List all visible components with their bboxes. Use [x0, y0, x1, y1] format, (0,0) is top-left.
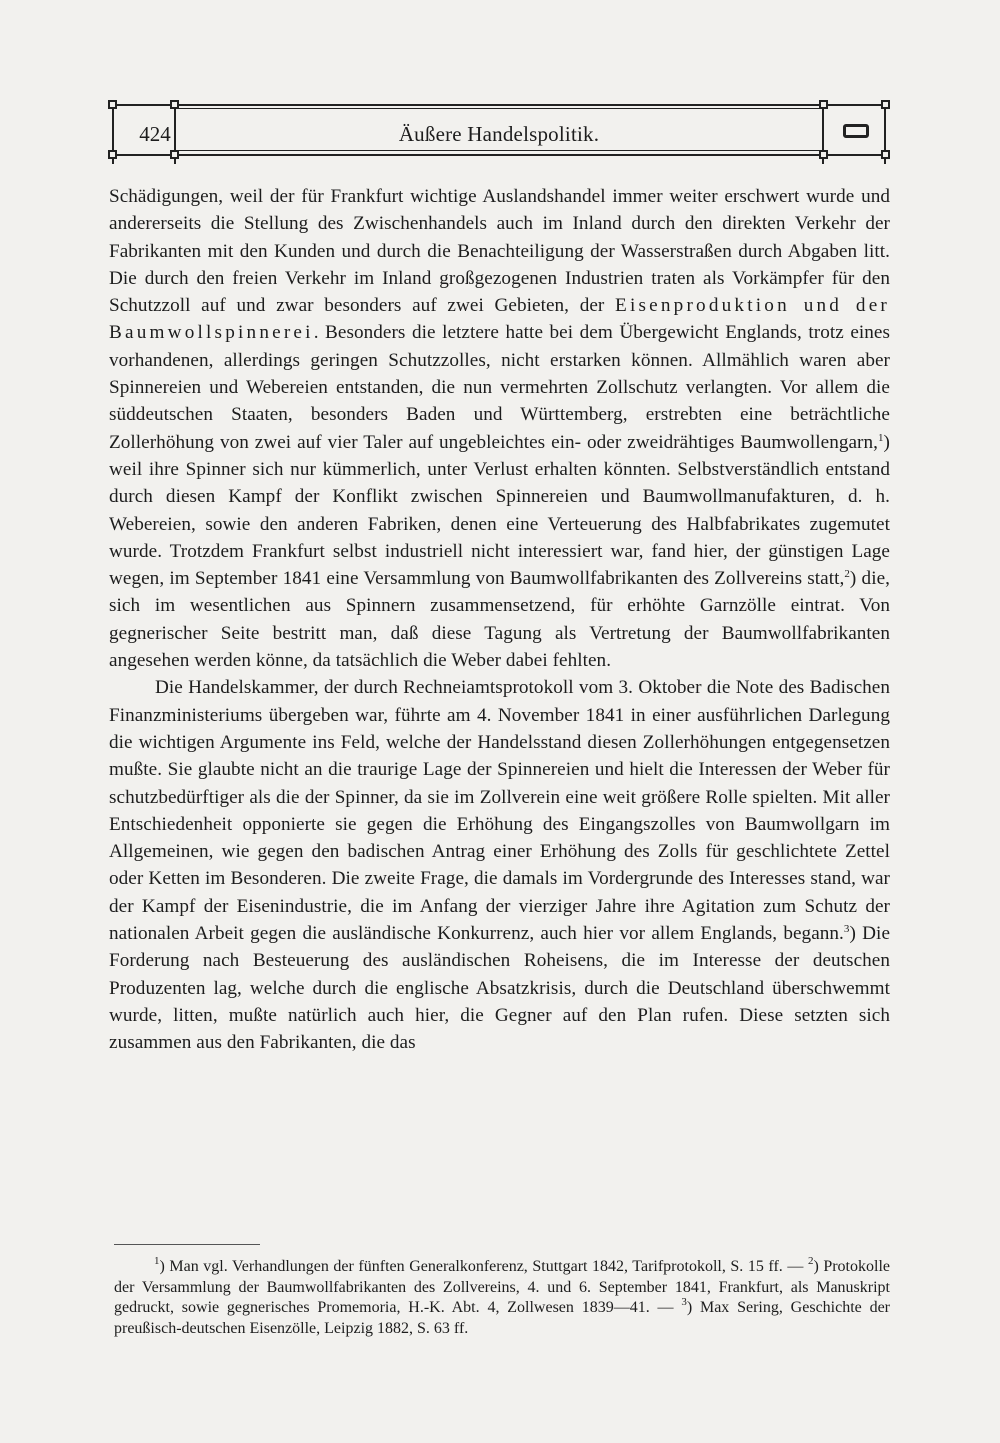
corner-ornament: [881, 100, 890, 109]
page-header-frame: [108, 100, 890, 164]
footnote-text: ) Max Sering, Geschichte der preußisch-deutschen Eisenzölle, Leipzig 1882, S. 63 ff.: [114, 1299, 891, 1337]
header-ornament-icon: [843, 124, 869, 138]
corner-ornament: [819, 150, 828, 159]
footnote-rule: [114, 1244, 260, 1245]
footnote-block: [114, 1257, 890, 1339]
text-run: ) die, sich im wesentlichen aus Spinnern zusammensetzend, für erhöhte Garnzölle eintrat. Von gegnerischer Seite bestritt man, daß diese Tagung als Vertretung der Baumwollfabrikanten angesehen werden könne, da tatsächlich die Weber dabei fehlten.: [109, 568, 890, 672]
header-rule-bottom-inner: [178, 150, 820, 151]
footnote-marker: 1: [154, 1255, 160, 1267]
corner-ornament: [881, 150, 890, 159]
paragraph-1: [109, 183, 890, 674]
text-run: Schädigungen, weil der für Frankfurt wichtige Auslandshandel immer weiter erschwert wurde und andererseits die Stellung des Zwischenhandels auch im Inland durch den direkten Verkehr der Fabrikanten mit den Kunden und durch die Benachteiligung der Wasserstraßen durch Abgaben litt. Die durch den freien Verkehr im Inland großgezogenen Industrien traten als Vorkämpfer für den Schutzzoll auf und zwar besonders auf zwei Gebieten, der: [109, 186, 890, 317]
text-run: . Besonders die letztere hatte bei dem Übergewicht Englands, trotz eines vorhandenen, allerdings geringen Schutzzolles, nicht erstarken können. Allmählich waren aber Spinnereien und Webereien entstanden, die nun vermehrten Zollschutz verlangten. Vor allem die süddeutschen Staaten, besonders Baden und Württemberg, erstrebten eine beträchtliche Zollerhöhung von zwei auf vier Taler auf ungebleichtes ein- oder zweidrähtiges Baumwollengarn,: [109, 322, 890, 453]
corner-ornament: [108, 100, 117, 109]
text-run: ) weil ihre Spinner sich nur kümmerlich, unter Verlust erhalten könnten. Selbstverständlich entstand durch diesen Kampf der Konflikt zwischen Spinnereien und Baumwollmanufakturen, d. h. Webereien, sowie den anderen Fabriken, denen eine Verteuerung des Halbfabrikates zugemutet wurde. Trotzdem Frankfurt selbst industriell nicht interessiert war, fand hier, der günstigen Lage wegen, im September 1841 eine Versammlung von Baumwollfabrikanten des Zollvereins statt,: [109, 431, 890, 590]
text-run: Die Handelskammer, der durch Rechneiamtsprotokoll vom 3. Oktober die Note des Badischen Finanzministeriums übergeben war, führte am 4. November 1841 in einer ausführlichen Darlegung die wichtigen Argumente ins Feld, welche der Handelsstand diesen Zollerhöhungen entgegensetzen mußte. Sie glaubte nicht an die traurige Lage der Spinnereien und hielt die Interessen der Weber für schutzbedürftiger als die der Spinner, da sie im Zollverein eine weit größere Rolle spielten. Mit aller Entschiedenheit opponierte sie gegen die Erhöhung des Eingangszolles von Baumwollgarn im Allgemeinen, wie gegen den badischen Antrag einer Erhöhung des Zolls für geschlichtete Zettel oder Ketten im Besonderen. Die zweite Frage, die damals im Vordergrunde des Interesses stand, war der Kampf der Eisenindustrie, die im Anfang der vierziger Jahre ihre Agitation zum Schutz der nationalen Arbeit gegen die ausländische Konkurrenz, auch hier vor allem Englands, begann.: [109, 677, 890, 945]
corner-ornament: [170, 100, 179, 109]
footnote-marker: 3: [681, 1296, 687, 1308]
paragraph-2: [109, 674, 890, 1056]
footnote-ref: 3: [843, 923, 850, 936]
body-text: [109, 183, 890, 1057]
page-number: 424: [139, 122, 171, 146]
corner-ornament: [108, 150, 117, 159]
footnotes: [114, 1257, 890, 1339]
footnote-ref: 2: [844, 568, 850, 581]
header-rule-top: [108, 104, 890, 106]
spaced-emphasis: Eisenproduktion und der Baumwollspinnerei: [109, 295, 890, 344]
header-rule-top-inner: [178, 108, 820, 109]
corner-ornament: [170, 150, 179, 159]
footnote-text: ) Man vgl. Verhandlungen der fünften Generalkonferenz, Stuttgart 1842, Tarifprotokoll, S. 15 ff. —: [159, 1258, 808, 1275]
text-run: ) Die Forderung nach Besteuerung des ausländischen Roheisens, die im Interesse der deutschen Produzenten lag, welche durch die englische Absatzkrisis, durch die Deutschland überschwemmt wurde, litten, mußte natürlich auch hier, die Gegner auf den Plan rufen. Diese setzten sich zusammen aus den Fabrikanten, die das: [109, 923, 891, 1054]
corner-ornament: [819, 100, 828, 109]
header-rule-bottom: [108, 154, 890, 156]
footnote-text: ) Protokolle der Versammlung der Baumwollfabrikanten des Zollvereins, 4. und 6. September 1841, Frankfurt, als Manuskript gedruckt, sowie gegnerisches Promemoria, H.-K. Abt. 4, Zollwesen 1839—41. —: [114, 1258, 890, 1316]
footnote-marker: 2: [807, 1255, 814, 1267]
running-title: Äußere Handelspolitik.: [398, 122, 600, 146]
footnote-ref: 1: [877, 431, 884, 444]
